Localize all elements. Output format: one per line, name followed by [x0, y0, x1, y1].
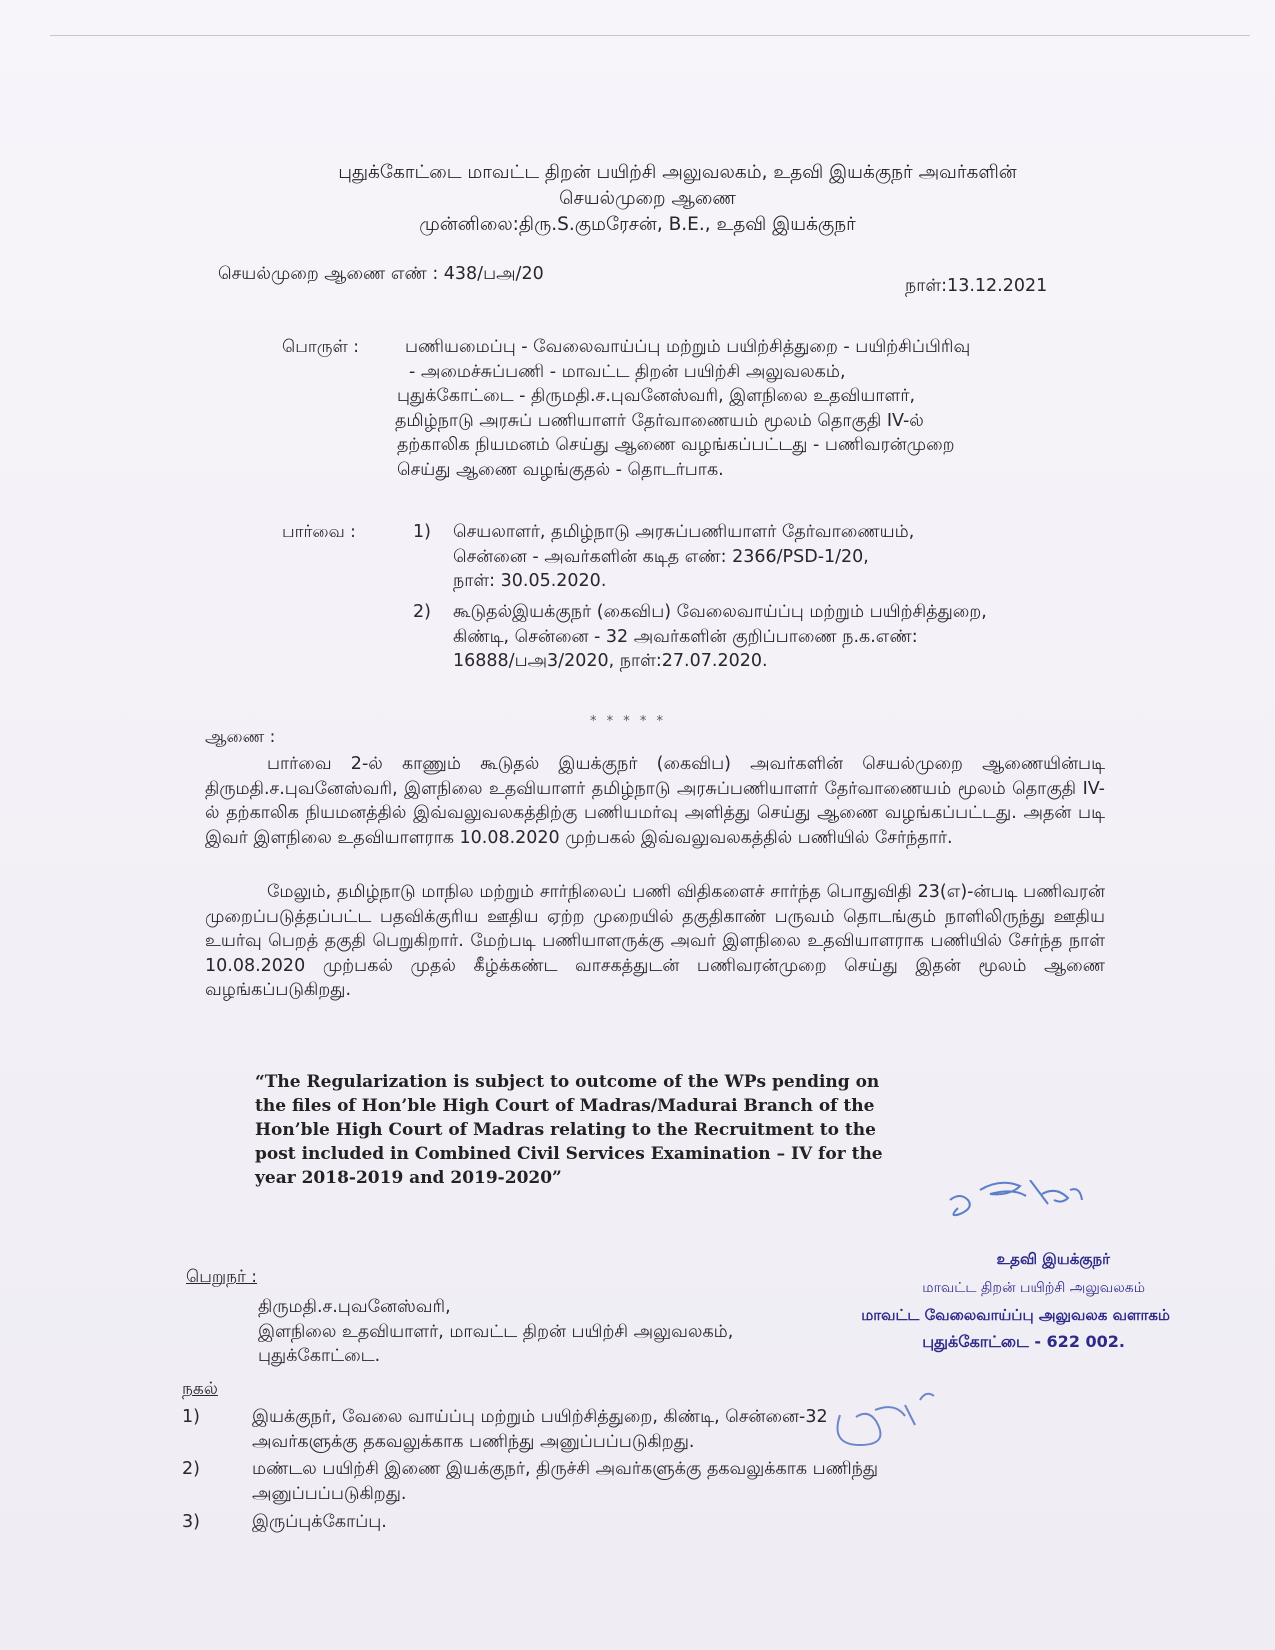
copy-number: 3): [182, 1512, 200, 1532]
subject-line: செய்து ஆணை வழங்குதல் - தொடர்பாக.: [397, 459, 724, 480]
recipient-line: இளநிலை உதவியாளர், மாவட்ட திறன் பயிற்சி அலுவலகம்,: [258, 1321, 734, 1342]
reference-number: 1): [413, 522, 431, 542]
copy-line: அனுப்பப்படுகிறது.: [252, 1483, 407, 1504]
header-order-type: செயல்முறை ஆணை: [559, 188, 736, 209]
copy-line: அவர்களுக்கு தகவலுக்காக பணிந்து அனுப்பப்படுகிறது.: [252, 1431, 695, 1452]
paragraph-text: மேலும், தமிழ்நாடு மாநில மற்றும் சார்நிலைப் பணி விதிகளைச் சார்ந்த பொதுவிதி 23(எ)-ன்படி பணிவரன் முறைப்படுத்தப்பட்ட பதவிக்குரிய ஊதிய ஏற்ற முறையில் தகுதிகாண் பருவம் தொடங்கும் நாளிலிருந்து ஊதிய உயர்வு பெறத் தகுதி பெறுகிறார். மேற்படி பணியாளருக்கு அவர் இளநிலை உதவியாளராக பணியில் சேர்ந்த நாள் 10.08.2020 முற்பகல் முதல் கீழ்க்கண்ட வாசகத்துடன் பணிவரன்முறை செய்து இதன் மூலம் ஆணை வழங்கப்படுகிறது.: [205, 882, 1105, 1000]
section-separator: * * * * *: [590, 714, 667, 729]
references-label: பார்வை :: [282, 522, 356, 542]
reference-line: 16888/பஅ3/2020, நாள்:27.07.2020.: [453, 651, 768, 671]
recipient-line: புதுக்கோட்டை.: [258, 1346, 381, 1366]
copy-item-1: [182, 1405, 1082, 1455]
copy-text: [252, 1510, 1052, 1535]
order-paragraph-1: [205, 752, 1105, 850]
order-date: நாள்:13.12.2021: [905, 276, 1048, 296]
top-border-line: [50, 35, 1250, 36]
copy-item-2: [182, 1457, 1082, 1507]
header-presence-line: முன்னிலை:திரு.S.குமரேசன், B.E., உதவி இயக்குநர்: [419, 214, 856, 235]
stamp-designation: உதவி இயக்குநர்: [996, 1250, 1110, 1268]
copy-number: 2): [182, 1459, 200, 1479]
recipient-line: திருமதி.ச.புவனேஸ்வரி,: [258, 1297, 451, 1317]
stamp-address: புதுக்கோட்டை - 622 002.: [922, 1332, 1125, 1351]
copy-text: [252, 1457, 1052, 1506]
subject-line: தமிழ்நாடு அரசுப் பணியாளர் தேர்வாணையம் மூலம் தொகுதி IV-ல்: [395, 410, 924, 431]
copy-line: இருப்புக்கோப்பு.: [252, 1512, 387, 1532]
subject-line: பணியமைப்பு - வேலைவாய்ப்பு மற்றும் பயிற்சித்துறை - பயிற்சிப்பிரிவு: [405, 337, 971, 357]
recipient-label: பெறுநர் :: [186, 1267, 258, 1287]
reference-number: 2): [413, 602, 431, 622]
copy-number: 1): [182, 1407, 200, 1427]
order-paragraph-2: [205, 880, 1105, 1003]
copy-line: இயக்குநர், வேலை வாய்ப்பு மற்றும் பயிற்சித்துறை, கிண்டி, சென்னை-32: [252, 1407, 828, 1427]
order-label: ஆணை :: [205, 727, 276, 747]
reference-line: சென்னை - அவர்களின் கடித எண்: 2366/PSD-1/20,: [453, 546, 869, 567]
paragraph-text: பார்வை 2-ல் காணும் கூடுதல் இயக்குநர் (கைவிப) அவர்களின் செயல்முறை ஆணையின்படி திருமதி.ச.புவனேஸ்வரி, இளநிலை உதவியாளர் தமிழ்நாடு அரசுப்பணியாளர் தேர்வாணையம் மூலம் தொகுதி IV-ல் தற்காலிக நியமனத்தில் இவ்வலுவலகத்திற்கு பணியமர்வு அளித்து செய்து ஆணை வழங்கப்பட்டது. அதன் படி இவர் இளநிலை உதவியாளராக 10.08.2020 முற்பகல் இவ்வலுவலகத்தில் பணியில் சேர்ந்தார்.: [205, 754, 1105, 848]
reference-line: நாள்: 30.05.2020.: [453, 571, 607, 591]
subject-text: [395, 335, 1105, 482]
copy-line: மண்டல பயிற்சி இணை இயக்குநர், திருச்சி அவர்களுக்கு தகவலுக்காக பணிந்து: [252, 1459, 879, 1479]
recipient-address: [258, 1295, 878, 1369]
reference-body: [453, 520, 1103, 594]
reference-item-1: [413, 520, 1113, 600]
reference-line: கிண்டி, சென்னை - 32 அவர்களின் குறிப்பாணை ந.க.எண்:: [453, 626, 918, 647]
copy-item-3: [182, 1510, 1082, 1540]
stamp-office: மாவட்ட திறன் பயிற்சி அலுவலகம்: [922, 1280, 1145, 1296]
subject-line: புதுக்கோட்டை - திருமதி.ச.புவனேஸ்வரி, இளநிலை உதவியாளர்,: [397, 386, 916, 406]
order-reference-number: செயல்முறை ஆணை எண் : 438/பஅ/20: [218, 264, 544, 284]
copy-text: [252, 1405, 1052, 1454]
subject-label: பொருள் :: [282, 337, 359, 357]
subject-line: தற்காலிக நியமனம் செய்து ஆணை வழங்கப்பட்டது - பணிவரன்முறை: [397, 435, 955, 455]
reference-line: கூடுதல்இயக்குநர் (கைவிப) வேலைவாய்ப்பு மற்றும் பயிற்சித்துறை,: [453, 602, 987, 622]
reference-item-2: [413, 600, 1113, 680]
subject-line: - அமைச்சுப்பணி - மாவட்ட திறன் பயிற்சி அலுவலகம்,: [409, 361, 846, 382]
header-office-line: புதுக்கோட்டை மாவட்ட திறன் பயிற்சி அலுவலகம், உதவி இயக்குநர் அவர்களின்: [338, 162, 1017, 183]
regularization-condition-quote: “The Regularization is subject to outcome of the WPs pending on the files of Hon’ble High Court of Madras/Madurai Branch of the Hon’ble High Court of Madras relating to the Recruitment to the post included in Combined Civil Services Examination – IV for the year 2018-2019 and 2019-2020”: [255, 1072, 883, 1188]
copy-label: நகல்: [182, 1379, 218, 1399]
stamp-campus: மாவட்ட வேலைவாய்ப்பு அலுவலக வளாகம்: [861, 1306, 1170, 1324]
reference-body: [453, 600, 1103, 674]
reference-line: செயலாளர், தமிழ்நாடு அரசுப்பணியாளர் தேர்வாணையம்,: [453, 522, 915, 542]
